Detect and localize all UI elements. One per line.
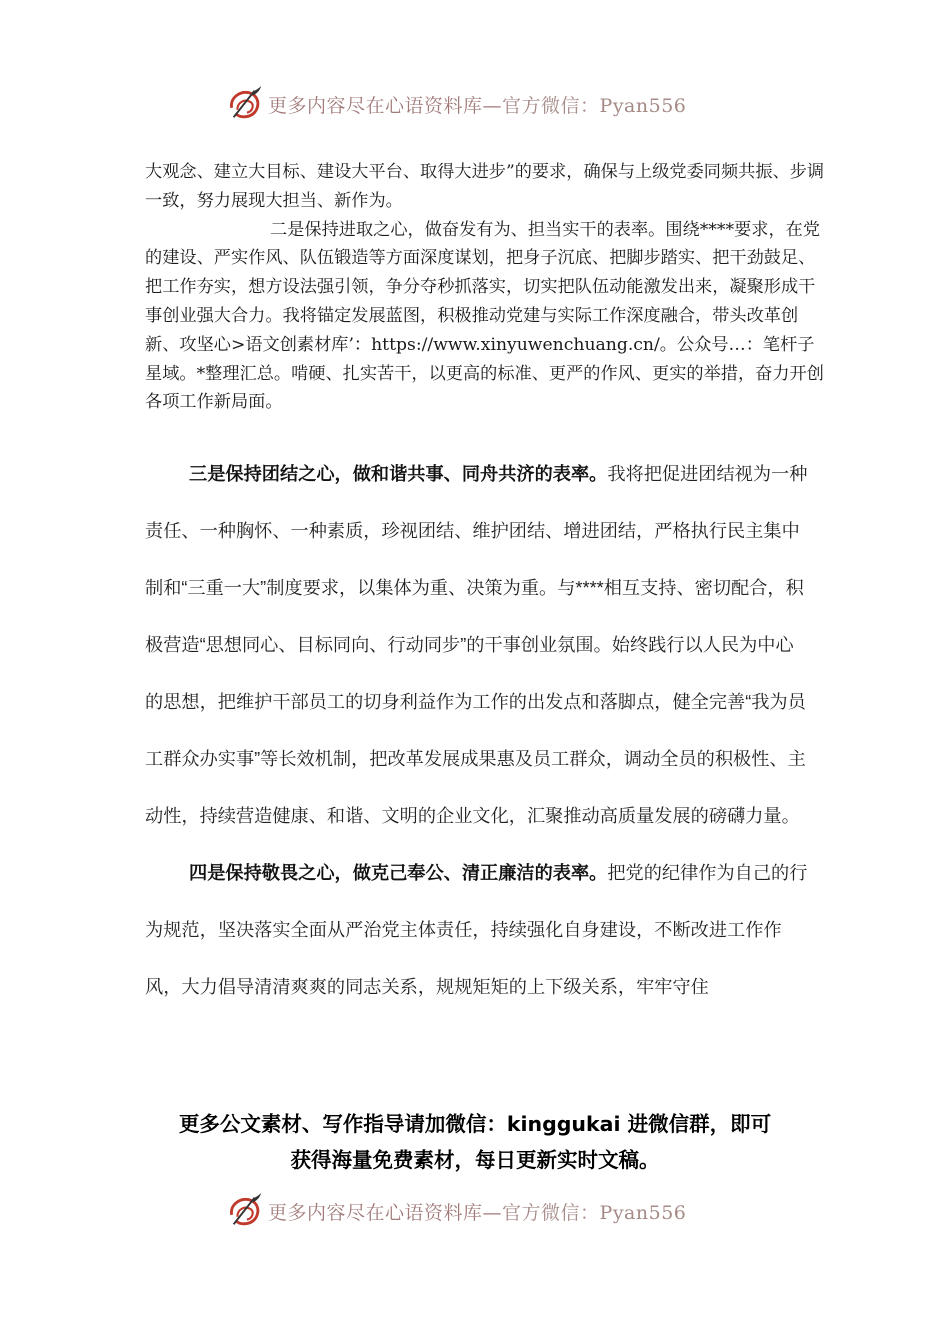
- header-banner: [226, 84, 686, 124]
- promo-line-2: 获得海量免费素材，每日更新实时文稿。: [290, 1148, 660, 1172]
- promo-line-1: 更多公文素材、写作指导请加微信：kinggukai 进微信群，即可: [178, 1112, 772, 1136]
- quill-logo-icon: [226, 1192, 264, 1230]
- header-brand: 更多内容尽在心语资料库: [268, 94, 483, 117]
- paragraph-3-heading: 三是保持团结之心，做和谐共事、同舟共济的表率。: [189, 464, 608, 484]
- quill-logo-icon: [226, 85, 264, 123]
- header-brand-text: [268, 91, 686, 118]
- footer-wechat-id: Pyan556: [599, 1201, 687, 1224]
- header-wechat-label: 官方微信：: [502, 94, 600, 117]
- promo-notice: [120, 1106, 830, 1178]
- paragraph-4-heading: 四是保持敬畏之心，做克己奉公、清正廉洁的表率。: [189, 863, 608, 883]
- body-sans-section: [145, 446, 810, 1016]
- footer-wechat-label: 官方微信：: [502, 1201, 600, 1224]
- body-serif-section: [145, 158, 825, 417]
- paragraph-1: 大观念、建立大目标、建设大平台、取得大进步”的要求，确保与上级党委同频共振、步调一致，努力展现大担当、新作为。: [145, 162, 825, 211]
- paragraph-3: [145, 446, 810, 845]
- footer-brand-text: [268, 1198, 686, 1225]
- paragraph-4: [145, 845, 810, 1016]
- paragraph-4-text: 把党的纪律作为自己的行为规范，坚决落实全面从严治党主体责任，持续强化自身建设，不断改进工作作风，大力倡导清清爽爽的同志关系，规规矩矩的上下级关系，牢牢守住: [145, 863, 808, 997]
- footer-brand: 更多内容尽在心语资料库: [268, 1201, 483, 1224]
- header-wechat-id: Pyan556: [599, 94, 687, 117]
- header-separator: —: [482, 94, 503, 117]
- footer-separator: —: [482, 1201, 503, 1224]
- paragraph-2: 二是保持进取之心，做奋发有为、担当实干的表率。围绕****要求，在党的建设、严实作风、队伍锻造等方面深度谋划，把身子沉底、把脚步踏实、把干劲鼓足、把工作夯实，想方设法强引领，争分夺秒抓落实，切实把队伍动能激发出来，凝聚形成干事创业强大合力。我将锚定发展蓝图，积极推动党建与实际工作深度融合，带头改革创新、攻坚心>语文创素材库’：https://www.xinyuwenchuang.cn/。公众号…：笔杆子星域。*整理汇总。啃硬、扎实苦干，以更高的标准、更严的作风、更实的举措，奋力开创各项工作新局面。: [145, 219, 824, 413]
- footer-banner: [226, 1191, 686, 1231]
- paragraph-3-text: 我将把促进团结视为一种责任、一种胸怀、一种素质，珍视团结、维护团结、增进团结，严格执行民主集中制和“三重一大”制度要求，以集体为重、决策为重。与****相互支持、密切配合，积极营造“思想同心、目标同向、行动同步”的干事创业氛围。始终践行以人民为中心的思想，把维护干部员工的切身利益作为工作的出发点和落脚点，健全完善“我为员工群众办实事”等长效机制，把改革发展成果惠及员工群众，调动全员的积极性、主动性，持续营造健康、和谐、文明的企业文化，汇聚推动高质量发展的磅礴力量。: [145, 464, 808, 826]
